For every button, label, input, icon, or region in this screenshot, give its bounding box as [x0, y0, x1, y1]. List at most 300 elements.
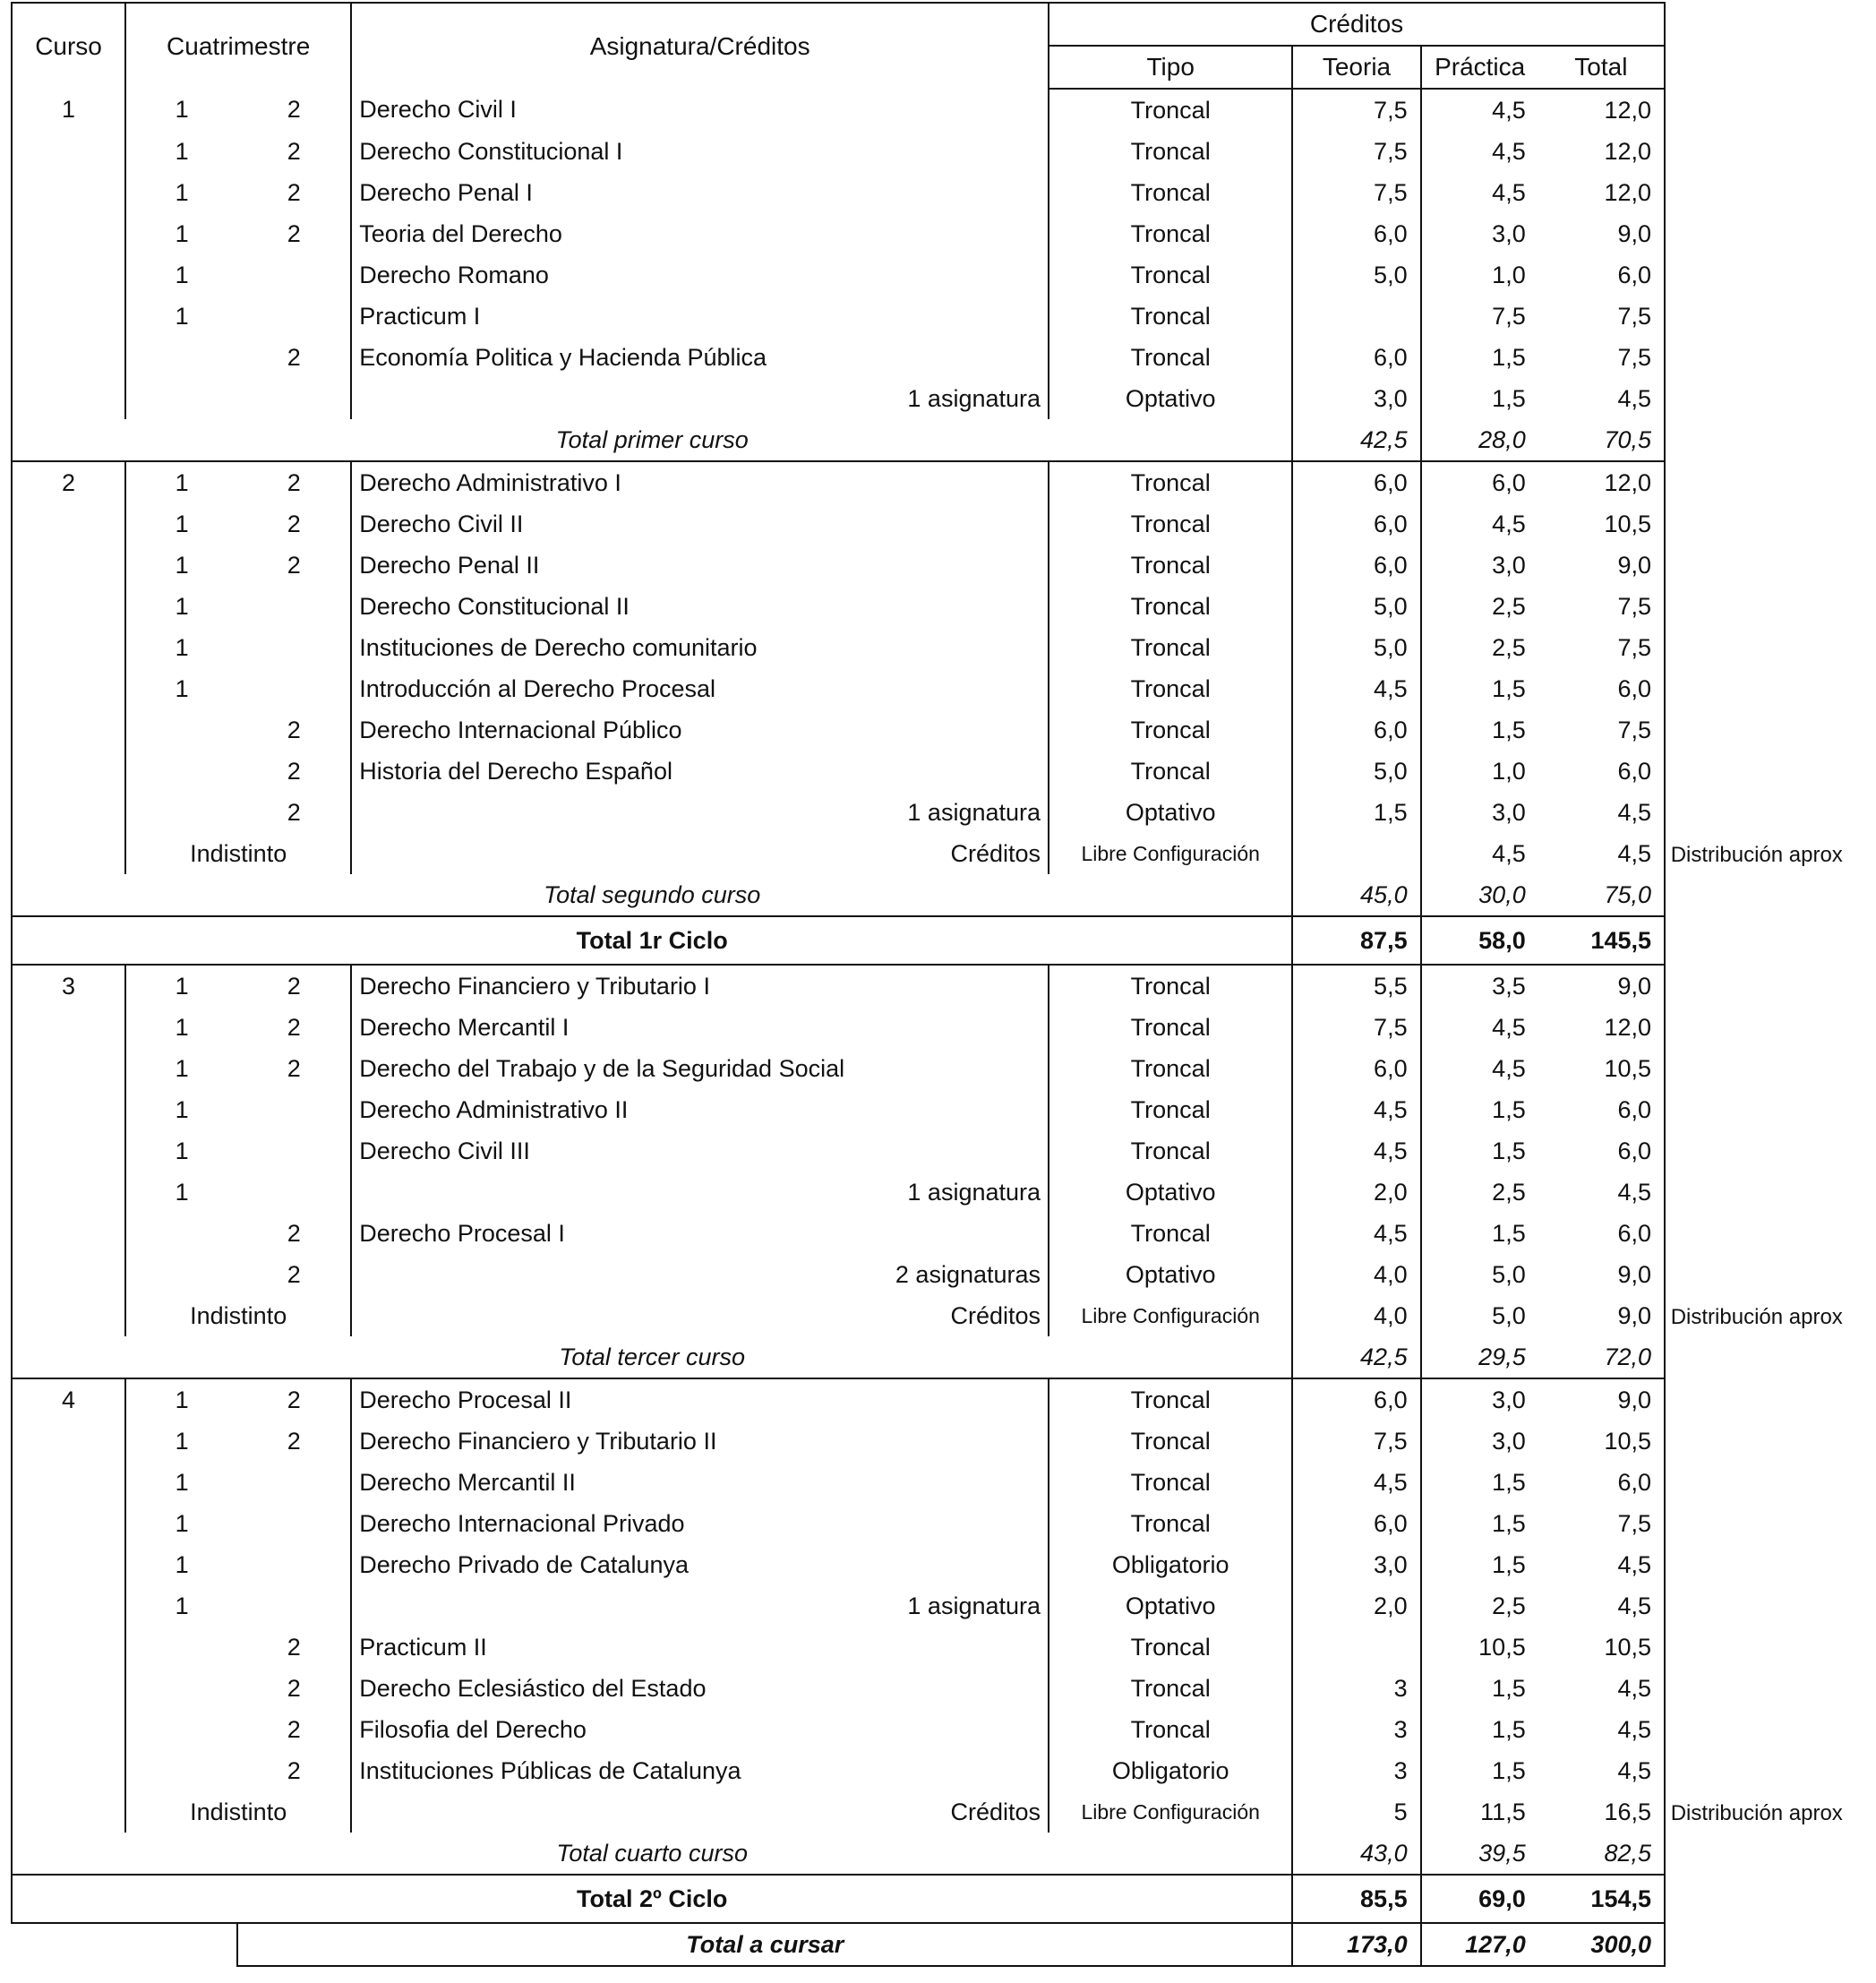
total-cell: 4,5 Distribución aprox: [1538, 833, 1665, 874]
total-cell: 6,0: [1538, 1130, 1665, 1172]
table-row: [12, 337, 1665, 378]
teoria-cell: [1292, 296, 1420, 337]
teoria-cell: 4,0: [1292, 1295, 1420, 1336]
practica-cell: 5,0: [1492, 1301, 1526, 1329]
asignatura-cell: Introducción al Derecho Procesal: [351, 668, 1049, 709]
asignatura-cell: Derecho Procesal II: [351, 1378, 1049, 1421]
tipo-cell: Troncal: [1049, 89, 1292, 131]
practica-cell: 2,5: [1492, 1592, 1526, 1619]
table-row: [12, 1378, 1665, 1421]
tipo-cell: Troncal: [1049, 709, 1292, 751]
tipo-cell: Optativo: [1049, 1254, 1292, 1295]
table-row: [12, 1503, 1665, 1544]
total-cell: 4,5: [1538, 1172, 1665, 1213]
total-total-cell: 300,0: [1538, 1923, 1665, 1966]
practica-cell: 7,5: [1492, 302, 1526, 330]
table-row: [12, 545, 1665, 586]
teoria-cell: 5,5: [1292, 965, 1420, 1007]
curso-cell: [12, 254, 125, 296]
teoria-total-cell: 42,5: [1292, 419, 1420, 461]
total-cell: 9,0: [1538, 1254, 1665, 1295]
table-row: [12, 833, 1665, 874]
teoria-cell: 3,0: [1292, 378, 1420, 419]
table-row: [12, 1089, 1665, 1130]
practica-cell: 1,5: [1492, 674, 1526, 702]
cuatrimestre-2-cell: 2: [237, 965, 351, 1007]
cuatrimestre-1-cell: [125, 709, 237, 751]
total-cell: 7,5: [1538, 337, 1665, 378]
cuatrimestre-2-cell: 2: [237, 1421, 351, 1462]
grand-total-row: [12, 1923, 1665, 1966]
cuatrimestre-1-cell: [125, 1668, 237, 1709]
cuatrimestre-1-cell: 1: [175, 137, 189, 165]
asignatura-cell: Derecho Romano: [351, 254, 1049, 296]
tipo-cell: Troncal: [1049, 503, 1292, 545]
practica-cell: 1,5: [1492, 1674, 1526, 1702]
asignatura-cell: Créditos: [351, 1295, 1049, 1336]
tipo-cell: Troncal: [1049, 965, 1292, 1007]
cuatrimestre-2-cell: [237, 668, 351, 709]
cuatrimestre-cell: Indistinto: [125, 1295, 351, 1336]
distribution-note: Distribución aprox: [1670, 1305, 1843, 1329]
distribution-note: Distribución aprox: [1670, 1801, 1843, 1825]
cycle-total-row: [12, 1875, 1665, 1923]
total-cell: 7,5: [1538, 627, 1665, 668]
asignatura-cell: Derecho Privado de Catalunya: [351, 1544, 1049, 1585]
total-cell: 12,0: [1538, 89, 1665, 131]
cuatrimestre-1-cell: 1: [175, 1468, 189, 1496]
practica-total-cell: 30,0: [1421, 874, 1538, 916]
asignatura-cell: Derecho Internacional Privado: [351, 1503, 1049, 1544]
practica-cell: 1,0: [1492, 261, 1526, 288]
total-cell: 10,5: [1538, 1048, 1665, 1089]
header-row-1: [12, 3, 1665, 46]
practica-total-cell: 69,0: [1421, 1875, 1538, 1923]
practica-cell: 4,5: [1492, 96, 1526, 124]
tipo-cell: Troncal: [1049, 1709, 1292, 1750]
cuatrimestre-2-cell: 2: [237, 1750, 351, 1791]
tipo-cell: Troncal: [1049, 1627, 1292, 1668]
practica-cell: 3,5: [1421, 965, 1538, 1007]
cuatrimestre-2-cell: [237, 627, 351, 668]
total-cell: 7,5: [1538, 296, 1665, 337]
teoria-cell: 4,5: [1292, 668, 1420, 709]
tipo-cell: Libre Configuración: [1049, 833, 1292, 874]
teoria-cell: 3,0: [1292, 1544, 1420, 1585]
cuatrimestre-1-cell: 1: [175, 178, 189, 206]
tipo-cell: Troncal: [1049, 751, 1292, 792]
header-practica: Práctica: [1421, 46, 1538, 89]
teoria-cell: 4,5: [1292, 1089, 1420, 1130]
table-row: [12, 89, 1665, 131]
table-row: [12, 792, 1665, 833]
credits-table: [11, 2, 1843, 1967]
cuatrimestre-2-cell: [237, 1503, 351, 1544]
table-row: [12, 1295, 1665, 1336]
cuatrimestre-1-cell: [125, 751, 237, 792]
table-row: [12, 461, 1665, 503]
practica-cell: 4,5: [1492, 510, 1526, 537]
practica-cell: 1,5: [1492, 384, 1526, 412]
cuatrimestre-1-cell: [125, 1627, 237, 1668]
table-row: [12, 1172, 1665, 1213]
cuatrimestre-1-cell: 1: [175, 1178, 189, 1206]
cuatrimestre-2-cell: 2: [237, 213, 351, 254]
practica-cell: 1,5: [1492, 1756, 1526, 1784]
tipo-cell: Troncal: [1049, 213, 1292, 254]
total-label: Total 2º Ciclo: [12, 1875, 1292, 1923]
teoria-cell: [1292, 833, 1420, 874]
practica-cell: 4,5: [1492, 137, 1526, 165]
cuatrimestre-2-cell: 2: [237, 131, 351, 172]
table-row: [12, 378, 1665, 419]
table-row: [12, 296, 1665, 337]
tipo-cell: Troncal: [1049, 337, 1292, 378]
cuatrimestre-1-cell: 1: [175, 96, 189, 123]
asignatura-cell: 1 asignatura: [351, 1585, 1049, 1627]
asignatura-cell: Créditos: [351, 1791, 1049, 1833]
cuatrimestre-cell: Indistinto: [125, 833, 351, 874]
tipo-cell: Optativo: [1049, 792, 1292, 833]
cuatrimestre-2-cell: [237, 1544, 351, 1585]
practica-cell: 1,5: [1492, 1095, 1526, 1123]
cuatrimestre-2-cell: [237, 1462, 351, 1503]
asignatura-cell: 1 asignatura: [351, 792, 1049, 833]
curso-cell: [12, 627, 125, 668]
teoria-cell: 6,0: [1292, 1378, 1420, 1421]
asignatura-cell: Derecho Civil I: [351, 89, 1049, 131]
table-row: [12, 1668, 1665, 1709]
tipo-cell: Troncal: [1049, 545, 1292, 586]
asignatura-cell: Derecho Eclesiástico del Estado: [351, 1668, 1049, 1709]
table-row: [12, 1585, 1665, 1627]
curso-cell: [12, 545, 125, 586]
asignatura-cell: Derecho Administrativo II: [351, 1089, 1049, 1130]
total-cell: 12,0: [1538, 461, 1665, 503]
asignatura-cell: Derecho Civil II: [351, 503, 1049, 545]
cuatrimestre-1-cell: 1: [175, 1427, 189, 1455]
total-cell: 4,5: [1538, 1750, 1665, 1791]
total-cell: 9,0 Distribución aprox: [1538, 1295, 1665, 1336]
teoria-cell: 3: [1292, 1668, 1420, 1709]
table-row: [12, 503, 1665, 545]
asignatura-cell: Filosofia del Derecho: [351, 1709, 1049, 1750]
total-cell: 6,0: [1538, 1213, 1665, 1254]
asignatura-cell: Derecho Constitucional II: [351, 586, 1049, 627]
curso-cell: [12, 1254, 125, 1295]
teoria-cell: 3: [1292, 1750, 1420, 1791]
total-cell: 4,5: [1538, 378, 1665, 419]
teoria-cell: 7,5: [1292, 172, 1420, 213]
curso-cell: [12, 1791, 125, 1833]
tipo-cell: Troncal: [1049, 254, 1292, 296]
table-row: [12, 172, 1665, 213]
cuatrimestre-1-cell: [125, 378, 237, 419]
cuatrimestre-2-cell: 2: [237, 1668, 351, 1709]
table-row: [12, 1627, 1665, 1668]
cuatrimestre-2-cell: 2: [237, 1213, 351, 1254]
teoria-cell: 6,0: [1292, 337, 1420, 378]
cuatrimestre-1-cell: 1: [175, 1592, 189, 1619]
cuatrimestre-1-cell: [125, 1709, 237, 1750]
total-label: Total primer curso: [12, 419, 1292, 461]
total-cell: 4,5: [1538, 1585, 1665, 1627]
practica-cell: 4,5: [1492, 178, 1526, 206]
tipo-cell: Troncal: [1049, 1378, 1292, 1421]
distribution-note: Distribución aprox: [1670, 843, 1843, 867]
tipo-cell: Obligatorio: [1049, 1750, 1292, 1791]
cuatrimestre-1-cell: 1: [175, 219, 189, 247]
total-cell: 7,5: [1538, 709, 1665, 751]
header-curso: Curso: [12, 3, 125, 89]
curso-cell: [12, 1709, 125, 1750]
table-row: [12, 131, 1665, 172]
cuatrimestre-1-cell: 1: [175, 510, 189, 537]
cuatrimestre-1-cell: 1: [175, 592, 189, 620]
course-total-row: [12, 1833, 1665, 1875]
teoria-cell: 7,5: [1292, 1421, 1420, 1462]
teoria-total-cell: 87,5: [1292, 916, 1420, 965]
asignatura-cell: Derecho Financiero y Tributario I: [351, 965, 1049, 1007]
cuatrimestre-1-cell: 1: [175, 1509, 189, 1537]
cycle-total-row: [12, 916, 1665, 965]
cuatrimestre-2-cell: [237, 378, 351, 419]
total-cell: 9,0: [1538, 545, 1665, 586]
cuatrimestre-2-cell: 2: [237, 1007, 351, 1048]
table-row: [12, 213, 1665, 254]
practica-cell: 6,0: [1421, 461, 1538, 503]
total-cell: 6,0: [1538, 751, 1665, 792]
teoria-cell: 4,0: [1292, 1254, 1420, 1295]
total-total-cell: 72,0: [1538, 1336, 1665, 1378]
total-total-cell: 75,0: [1538, 874, 1665, 916]
total-cell: 7,5: [1538, 586, 1665, 627]
curso-cell: [12, 213, 125, 254]
teoria-cell: 5: [1292, 1791, 1420, 1833]
practica-cell: 4,5: [1492, 839, 1526, 867]
table-row: [12, 1462, 1665, 1503]
practica-total-cell: 58,0: [1421, 916, 1538, 965]
total-cell: 4,5: [1538, 792, 1665, 833]
curso-cell: [12, 1172, 125, 1213]
cuatrimestre-1-cell: 1: [125, 1378, 237, 1421]
curso-cell: [12, 337, 125, 378]
table-row: [12, 1544, 1665, 1585]
teoria-cell: 4,5: [1292, 1213, 1420, 1254]
tipo-cell: Troncal: [1049, 1213, 1292, 1254]
total-cell: 6,0: [1538, 668, 1665, 709]
total-label: Total cuarto curso: [12, 1833, 1292, 1875]
practica-cell: 3,0: [1492, 798, 1526, 826]
practica-total-cell: 28,0: [1421, 419, 1538, 461]
total-label: Total a cursar: [237, 1923, 1292, 1966]
cuatrimestre-2-cell: [237, 254, 351, 296]
cuatrimestre-1-cell: 1: [125, 461, 237, 503]
asignatura-cell: 1 asignatura: [351, 1172, 1049, 1213]
asignatura-cell: Practicum II: [351, 1627, 1049, 1668]
curso-cell: [12, 751, 125, 792]
cuatrimestre-1-cell: 1: [175, 1095, 189, 1123]
tipo-cell: Troncal: [1049, 1130, 1292, 1172]
course-total-row: [12, 874, 1665, 916]
teoria-cell: 4,5: [1292, 1462, 1420, 1503]
cuatrimestre-2-cell: 2: [237, 337, 351, 378]
cuatrimestre-1-cell: [125, 1213, 237, 1254]
total-cell: 10,5: [1538, 1421, 1665, 1462]
tipo-cell: Troncal: [1049, 461, 1292, 503]
teoria-cell: 5,0: [1292, 586, 1420, 627]
total-total-cell: 154,5: [1538, 1875, 1665, 1923]
practica-cell: 2,5: [1492, 633, 1526, 661]
practica-cell: 4,5: [1492, 1013, 1526, 1041]
asignatura-cell: Derecho Penal I: [351, 172, 1049, 213]
curso-cell: [12, 1213, 125, 1254]
tipo-cell: Troncal: [1049, 1668, 1292, 1709]
curso-cell: [12, 1421, 125, 1462]
cuatrimestre-2-cell: 2: [237, 503, 351, 545]
teoria-cell: 6,0: [1292, 1503, 1420, 1544]
total-total-cell: 145,5: [1538, 916, 1665, 965]
teoria-cell: 4,5: [1292, 1130, 1420, 1172]
teoria-total-cell: 85,5: [1292, 1875, 1420, 1923]
tipo-cell: Optativo: [1049, 1172, 1292, 1213]
teoria-cell: 3: [1292, 1709, 1420, 1750]
tipo-cell: Libre Configuración: [1049, 1295, 1292, 1336]
table-row: [12, 1791, 1665, 1833]
cuatrimestre-1-cell: 1: [175, 1550, 189, 1578]
practica-cell: 1,5: [1492, 716, 1526, 743]
table-row: [12, 1048, 1665, 1089]
cuatrimestre-1-cell: 1: [175, 674, 189, 702]
total-cell: 10,5: [1538, 1627, 1665, 1668]
asignatura-cell: Economía Politica y Hacienda Pública: [351, 337, 1049, 378]
teoria-cell: 6,0: [1292, 461, 1420, 503]
practica-cell: 1,5: [1492, 1715, 1526, 1743]
cuatrimestre-2-cell: 2: [237, 545, 351, 586]
asignatura-cell: Derecho Financiero y Tributario II: [351, 1421, 1049, 1462]
practica-cell: 3,0: [1492, 219, 1526, 247]
tipo-cell: Troncal: [1049, 1462, 1292, 1503]
curso-cell: 2: [12, 461, 125, 503]
teoria-cell: 6,0: [1292, 503, 1420, 545]
header-creditos: Créditos: [1049, 3, 1665, 46]
table-row: [12, 751, 1665, 792]
curso-cell: 4: [12, 1378, 125, 1421]
cuatrimestre-2-cell: 2: [237, 1254, 351, 1295]
course-total-row: [12, 1336, 1665, 1378]
total-cell: 4,5: [1538, 1668, 1665, 1709]
cuatrimestre-2-cell: 2: [237, 172, 351, 213]
total-label: Total segundo curso: [12, 874, 1292, 916]
curso-cell: [12, 1048, 125, 1089]
total-cell: 9,0: [1538, 1378, 1665, 1421]
cuatrimestre-2-cell: [237, 1089, 351, 1130]
practica-cell: 1,0: [1492, 757, 1526, 785]
tipo-cell: Optativo: [1049, 1585, 1292, 1627]
curso-cell: [12, 296, 125, 337]
tipo-cell: Troncal: [1049, 627, 1292, 668]
table-row: [12, 1254, 1665, 1295]
table-row: [12, 586, 1665, 627]
asignatura-cell: Instituciones Públicas de Catalunya: [351, 1750, 1049, 1791]
practica-cell: 10,5: [1478, 1633, 1526, 1661]
practica-cell: 1,5: [1492, 343, 1526, 371]
tipo-cell: Troncal: [1049, 172, 1292, 213]
teoria-cell: 5,0: [1292, 627, 1420, 668]
practica-cell: 3,0: [1492, 1427, 1526, 1455]
curso-cell: [12, 1130, 125, 1172]
practica-cell: 1,5: [1492, 1468, 1526, 1496]
teoria-total-cell: 173,0: [1292, 1923, 1420, 1966]
tipo-cell: Troncal: [1049, 1503, 1292, 1544]
curso-cell: [12, 586, 125, 627]
tipo-cell: Troncal: [1049, 1421, 1292, 1462]
practica-cell: 2,5: [1492, 592, 1526, 620]
curso-cell: [12, 172, 125, 213]
curso-cell: [12, 1627, 125, 1668]
practica-cell: 3,0: [1421, 1378, 1538, 1421]
curso-cell: 1: [12, 89, 125, 131]
header-tipo: Tipo: [1049, 46, 1292, 89]
curso-cell: [12, 1462, 125, 1503]
table-row: [12, 1007, 1665, 1048]
cuatrimestre-1-cell: 1: [175, 1137, 189, 1164]
cuatrimestre-2-cell: [237, 586, 351, 627]
asignatura-cell: Derecho Civil III: [351, 1130, 1049, 1172]
table-row: [12, 1709, 1665, 1750]
curso-cell: [12, 1668, 125, 1709]
practica-cell: 1,5: [1492, 1219, 1526, 1247]
teoria-cell: [1292, 1627, 1420, 1668]
practica-total-cell: 29,5: [1421, 1336, 1538, 1378]
cuatrimestre-2-cell: 2: [237, 751, 351, 792]
cuatrimestre-1-cell: 1: [175, 551, 189, 579]
practica-cell: 11,5: [1480, 1798, 1526, 1825]
curso-cell: [12, 668, 125, 709]
tipo-cell: Troncal: [1049, 131, 1292, 172]
curso-cell: [12, 131, 125, 172]
cuatrimestre-1-cell: 1: [175, 261, 189, 288]
teoria-cell: 2,0: [1292, 1585, 1420, 1627]
asignatura-cell: Derecho Mercantil II: [351, 1462, 1049, 1503]
practica-cell: 5,0: [1492, 1260, 1526, 1288]
table-row: [12, 965, 1665, 1007]
curso-cell: [12, 1295, 125, 1336]
cuatrimestre-1-cell: 1: [175, 633, 189, 661]
header-cuatrimestre: Cuatrimestre: [125, 3, 351, 89]
asignatura-cell: Derecho Procesal I: [351, 1213, 1049, 1254]
curso-cell: [12, 503, 125, 545]
curso-cell: [12, 1750, 125, 1791]
asignatura-cell: 2 asignaturas: [351, 1254, 1049, 1295]
asignatura-cell: Derecho Administrativo I: [351, 461, 1049, 503]
cuatrimestre-1-cell: [125, 1750, 237, 1791]
tipo-cell: Optativo: [1049, 378, 1292, 419]
cuatrimestre-2-cell: [237, 296, 351, 337]
header-total: Total: [1538, 46, 1665, 89]
teoria-total-cell: 45,0: [1292, 874, 1420, 916]
practica-cell: 1,5: [1492, 1509, 1526, 1537]
teoria-cell: 5,0: [1292, 751, 1420, 792]
asignatura-cell: Derecho del Trabajo y de la Seguridad Social: [351, 1048, 1049, 1089]
total-cell: 4,5: [1538, 1544, 1665, 1585]
cuatrimestre-2-cell: [237, 1585, 351, 1627]
total-cell: 12,0: [1538, 172, 1665, 213]
practica-cell: 4,5: [1492, 1054, 1526, 1082]
asignatura-cell: Instituciones de Derecho comunitario: [351, 627, 1049, 668]
teoria-cell: 7,5: [1292, 89, 1420, 131]
course-total-row: [12, 419, 1665, 461]
